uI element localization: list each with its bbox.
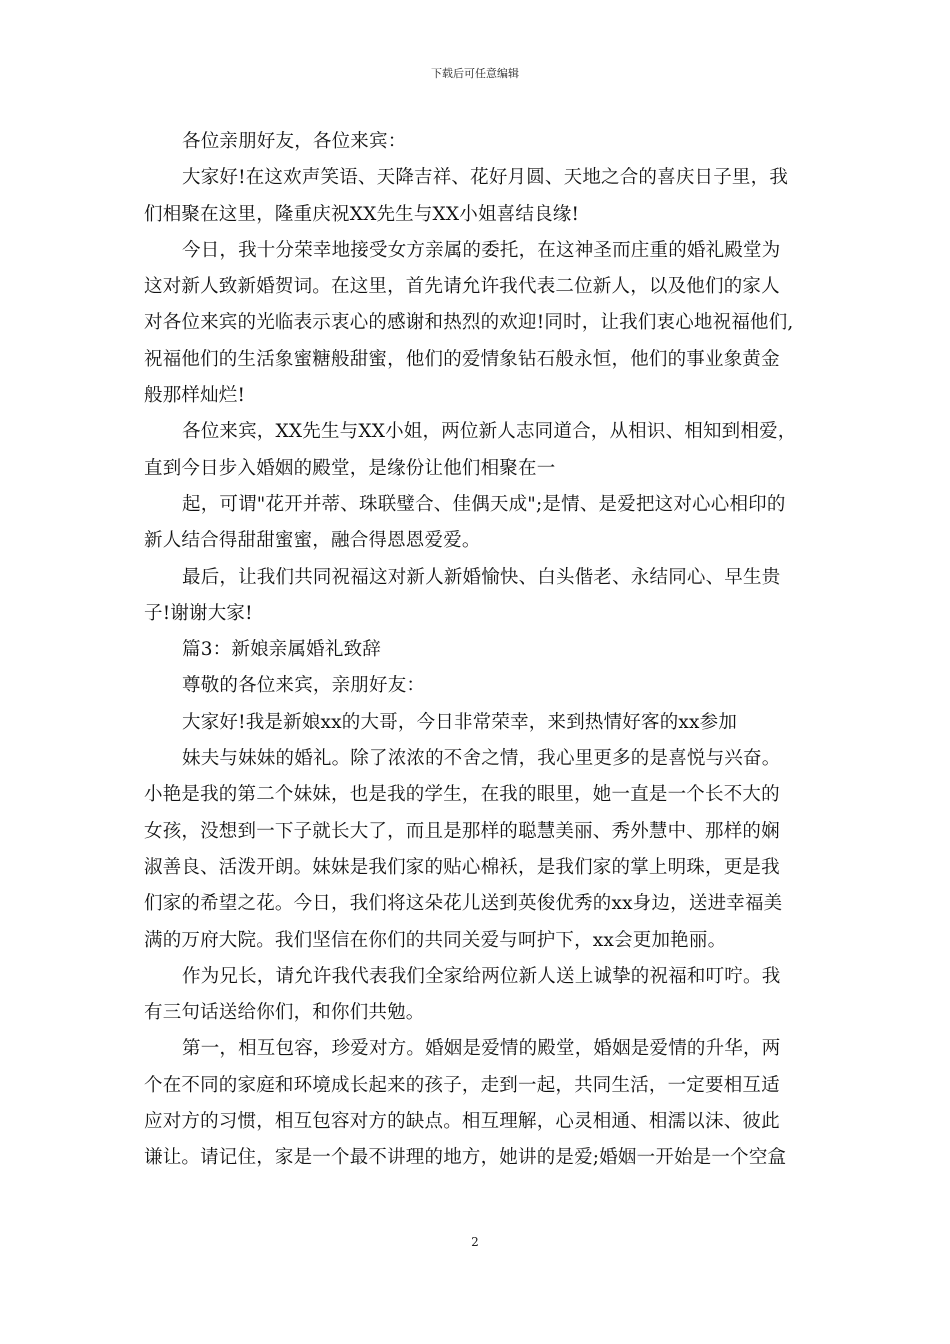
text-line: 第一，相互包容，珍爱对方。婚姻是爱情的殿堂，婚姻是爱情的升华，两 [182, 1038, 781, 1060]
text-line: 各位来宾，XX先生与XX小姐，两位新人志同道合，从相识、相知到相爱， [182, 421, 797, 443]
text-line: 满的万府大院。我们坚信在你们的共同关爱与呵护下，xx会更加艳丽。 [144, 929, 727, 951]
text-line: 子!谢谢大家! [144, 602, 253, 624]
text-line: 们相聚在这里，隆重庆祝XX先生与XX小姐喜结良缘! [144, 203, 580, 225]
text-line: 祝福他们的生活象蜜糖般甜蜜，他们的爱情象钻石般永恒，他们的事业象黄金 [144, 348, 780, 370]
text-line: 们家的希望之花。今日，我们将这朵花儿送到英俊优秀的xx身边，送进幸福美 [144, 893, 783, 915]
text-line: 各位亲朋好友，各位来宾： [182, 131, 407, 152]
document-body [144, 124, 808, 1177]
text-line: 尊敬的各位来宾，亲朋好友： [182, 675, 426, 697]
text-line: 谦让。请记住，家是一个最不讲理的地方，她讲的是爱;婚姻一开始是一个空盒 [144, 1147, 787, 1169]
text-line: 淑善良、活泼开朗。妹妹是我们家的贴心棉袄，是我们家的掌上明珠，更是我 [144, 856, 780, 878]
text-line: 直到今日步入婚姻的殿堂，是缘份让他们相聚在一 [144, 457, 556, 479]
text-line: 大家好!在这欢声笑语、天降吉祥、花好月圆、天地之合的喜庆日子里，我 [182, 167, 789, 189]
text-line: 起，可谓"花开并蒂、珠联璧合、佳偶天成";是情、是爱把这对心心相印的 [182, 493, 786, 515]
section-heading: 篇3：新娘亲属婚礼致辞 [182, 639, 381, 661]
page-number: 2 [471, 1235, 479, 1249]
page-header: 下载后可任意编辑 [431, 67, 519, 80]
text-line: 新人结合得甜甜蜜蜜，融合得恩恩爱爱。 [144, 530, 481, 552]
text-line: 般那样灿烂! [144, 385, 246, 407]
text-line: 对各位来宾的光临表示衷心的感谢和热烈的欢迎!同时，让我们衷心地祝福他们, [144, 312, 794, 334]
text-line: 小艳是我的第二个妹妹，也是我的学生，在我的眼里，她一直是一个长不大的 [144, 784, 780, 806]
text-line: 有三句话送给你们，和你们共勉。 [144, 1002, 425, 1024]
text-line: 今日，我十分荣幸地接受女方亲属的委托，在这神圣而庄重的婚礼殿堂为 [182, 239, 781, 261]
text-line: 这对新人致新婚贺词。在这里，首先请允许我代表二位新人，以及他们的家人 [144, 276, 780, 298]
text-line: 个在不同的家庭和环境成长起来的孩子，走到一起，共同生活，一定要相互适 [144, 1074, 780, 1096]
text-line: 女孩，没想到一下子就长大了，而且是那样的聪慧美丽、秀外慧中、那样的娴 [144, 820, 780, 842]
text-line: 最后，让我们共同祝福这对新人新婚愉快、白头偕老、永结同心、早生贵 [182, 566, 781, 588]
text-line: 应对方的习惯，相互包容对方的缺点。相互理解，心灵相通、相濡以沫、彼此 [144, 1111, 780, 1133]
text-line: 作为兄长，请允许我代表我们全家给两位新人送上诚挚的祝福和叮咛。我 [182, 965, 781, 987]
text-line: 妹夫与妹妹的婚礼。除了浓浓的不舍之情，我心里更多的是喜悦与兴奋。 [182, 748, 781, 770]
text-line: 大家好!我是新娘xx的大哥，今日非常荣幸，来到热情好客的xx参加 [182, 711, 738, 733]
